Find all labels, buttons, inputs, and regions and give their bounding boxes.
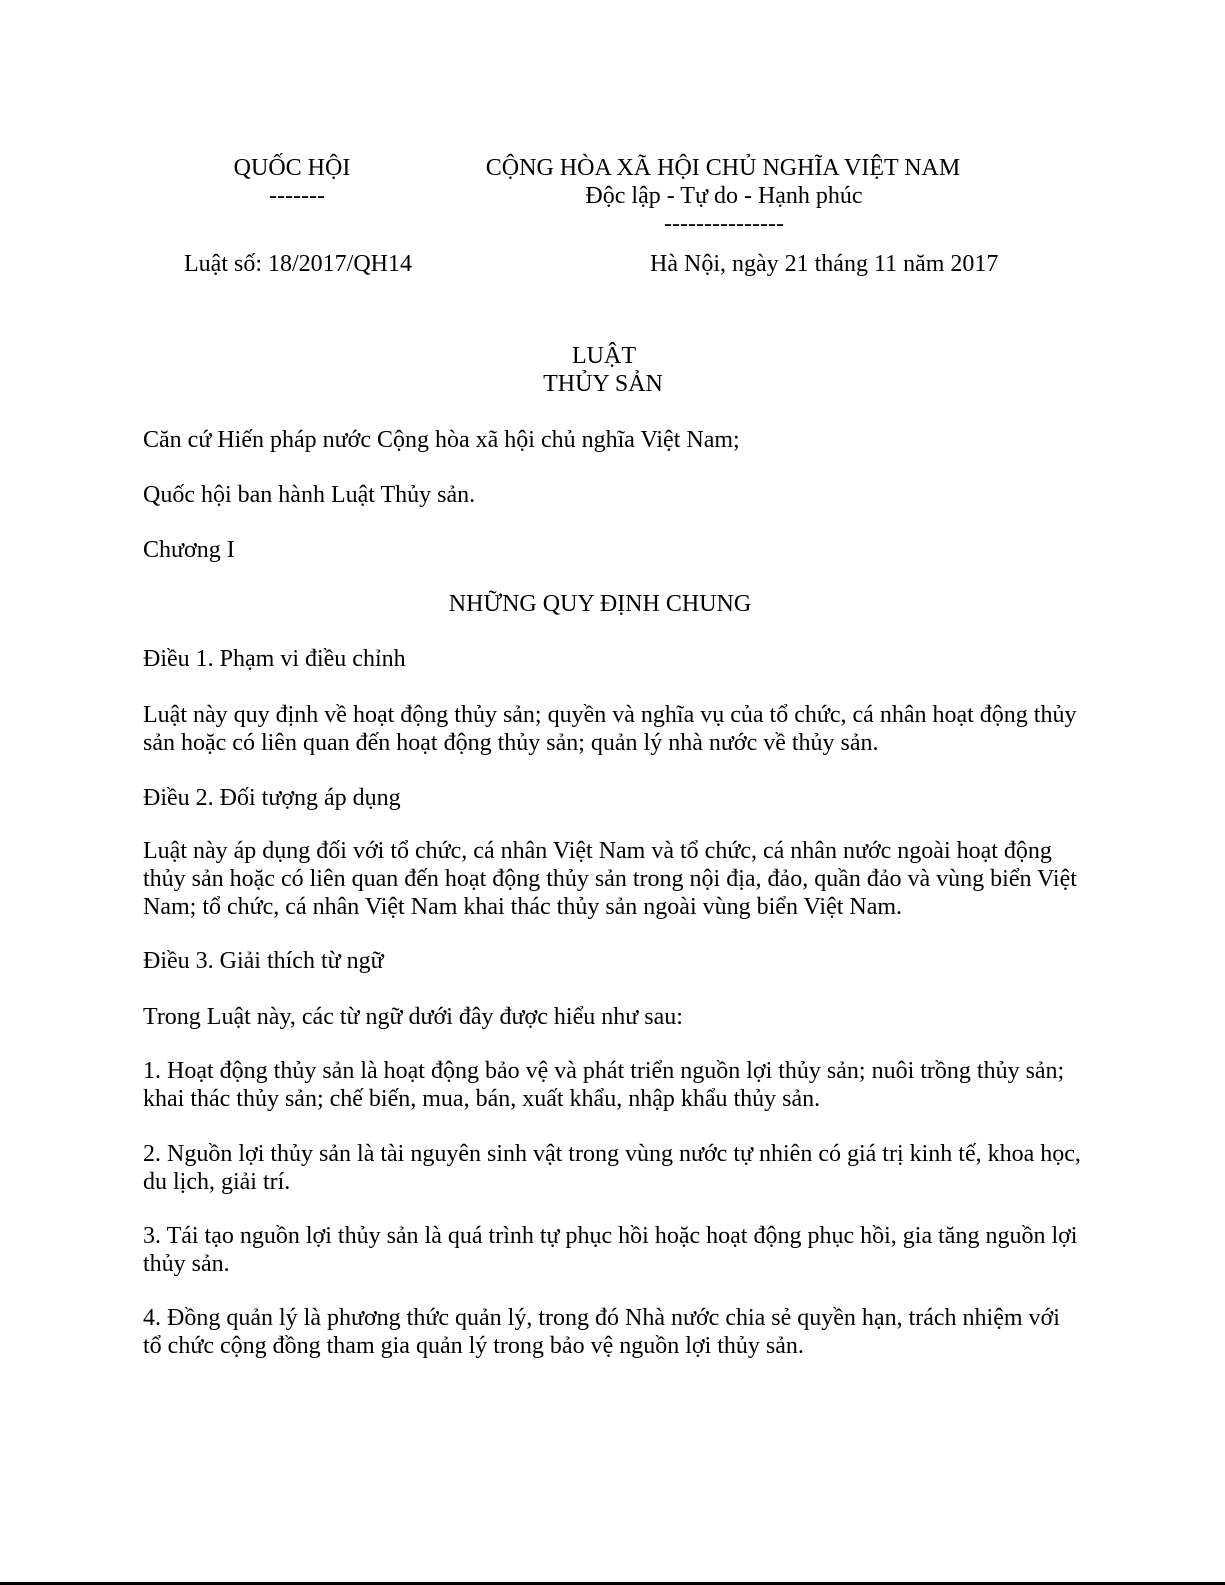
place-date: Hà Nội, ngày 21 tháng 11 năm 2017	[650, 251, 999, 277]
document-title: THỦY SẢN	[543, 371, 663, 397]
definition-item: 2. Nguồn lợi thủy sản là tài nguyên sinh vật trong vùng nước tự nhiên có giá trị kinh tế, khoa học, du lịch, giải trí.	[143, 1141, 1081, 1195]
article-2-heading: Điều 2. Đối tượng áp dụng	[143, 785, 401, 811]
preamble-basis: Căn cứ Hiến pháp nước Cộng hòa xã hội chủ nghĩa Việt Nam;	[143, 427, 740, 453]
national-motto: Độc lập - Tự do - Hạnh phúc	[585, 183, 863, 209]
national-title: CỘNG HÒA XÃ HỘI CHỦ NGHĨA VIỆT NAM	[485, 155, 961, 181]
document-type: LUẬT	[572, 343, 636, 369]
chapter-title: NHỮNG QUY ĐỊNH CHUNG	[448, 591, 752, 617]
article-2-body: Luật này áp dụng đối với tổ chức, cá nhân Việt Nam và tổ chức, cá nhân nước ngoài hoạt động thủy sản hoặc có liên quan đến hoạt động thủy sản trong nội địa, đảo, quần đảo và vùng biển Việt Nam; tổ chức, cá nhân Việt Nam khai thác thủy sản ngoài vùng biển Việt Nam.	[143, 838, 1077, 920]
definition-item: 3. Tái tạo nguồn lợi thủy sản là quá trình tự phục hồi hoặc hoạt động phục hồi, gia tăng nguồn lợi thủy sản.	[143, 1223, 1078, 1277]
chapter-label: Chương I	[143, 537, 235, 563]
issuing-body: QUỐC HỘI	[233, 155, 351, 181]
national-title-rule: ---------------	[664, 211, 784, 237]
issuing-body-rule: -------	[269, 183, 325, 209]
law-number: Luật số: 18/2017/QH14	[184, 251, 412, 277]
preamble-enactment: Quốc hội ban hành Luật Thủy sản.	[143, 482, 476, 508]
definition-item: 1. Hoạt động thủy sản là hoạt động bảo vệ và phát triển nguồn lợi thủy sản; nuôi trồng thủy sản; khai thác thủy sản; chế biến, mua, bán, xuất khẩu, nhập khẩu thủy sản.	[143, 1058, 1065, 1112]
article-1-body: Luật này quy định về hoạt động thủy sản; quyền và nghĩa vụ của tổ chức, cá nhân hoạt động thủy sản hoặc có liên quan đến hoạt động thủy sản; quản lý nhà nước về thủy sản.	[143, 702, 1077, 756]
article-3-intro: Trong Luật này, các từ ngữ dưới đây được hiểu như sau:	[143, 1004, 683, 1030]
article-1-heading: Điều 1. Phạm vi điều chỉnh	[143, 646, 406, 672]
article-3-heading: Điều 3. Giải thích từ ngữ	[143, 948, 384, 974]
definition-item: 4. Đồng quản lý là phương thức quản lý, trong đó Nhà nước chia sẻ quyền hạn, trách nhiệm với tổ chức cộng đồng tham gia quản lý trong bảo vệ nguồn lợi thủy sản.	[143, 1305, 1060, 1359]
